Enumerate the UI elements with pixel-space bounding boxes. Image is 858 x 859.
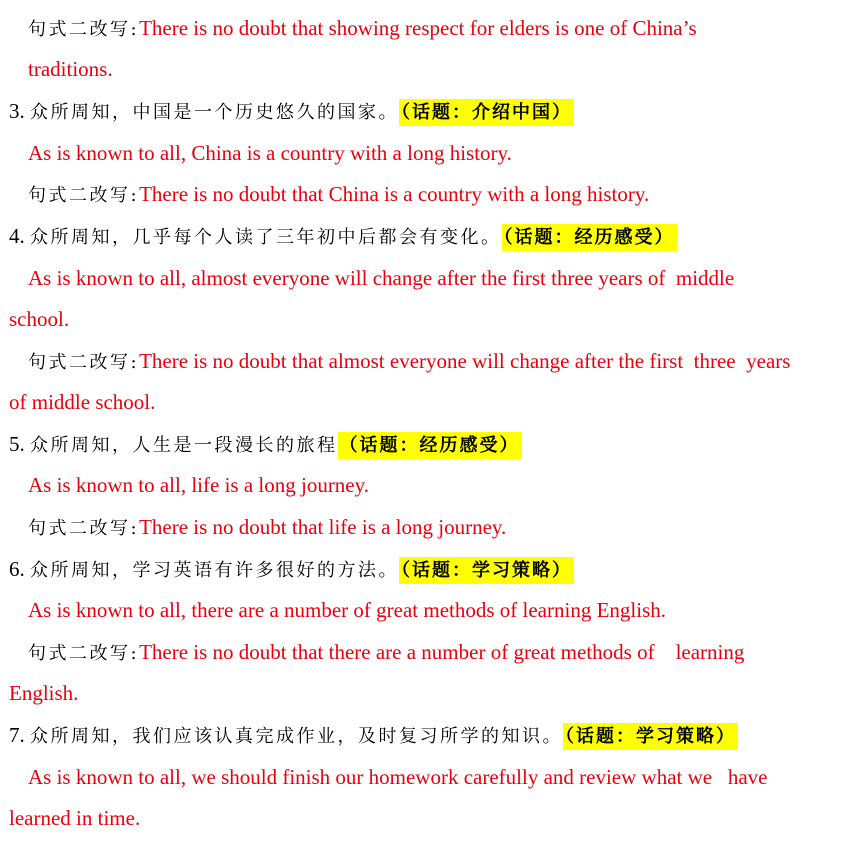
rewrite-label: 句式二改写: <box>28 185 140 206</box>
answer-text: As is known to all, there are a number of great methods of learning English. <box>28 598 666 622</box>
item-number: 3. <box>9 99 25 123</box>
answer-line <box>28 136 512 170</box>
chinese-sentence: 众所周知，中国是一个历史悠久的国家。 <box>30 102 399 123</box>
rewrite-line <box>28 177 649 211</box>
topic-tag: （话题：介绍中国） <box>399 99 574 126</box>
chinese-sentence: 众所周知，学习英语有许多很好的方法。 <box>30 560 399 581</box>
item-4-prompt <box>9 219 677 253</box>
rewrite-line <box>28 635 744 669</box>
continuation-text: of middle school. <box>9 390 156 414</box>
answer-text: As is known to all, China is a country with a long history. <box>28 141 512 165</box>
rewrite-label: 句式二改写: <box>28 643 140 664</box>
topic-tag: （话题：学习策略） <box>399 557 574 584</box>
rewrite-line <box>28 510 506 544</box>
item-7-prompt <box>9 718 738 752</box>
chinese-sentence: 众所周知，几乎每个人读了三年初中后都会有变化。 <box>30 227 502 248</box>
chinese-sentence: 众所周知，我们应该认真完成作业，及时复习所学的知识。 <box>30 726 563 747</box>
answer-line <box>28 261 734 295</box>
continuation-line <box>9 801 140 835</box>
item-number: 6. <box>9 557 25 581</box>
answer-text: As is known to all, almost everyone will change after the first three years of middle <box>28 266 735 290</box>
rewrite-label: 句式二改写: <box>28 19 140 40</box>
answer-line <box>28 760 768 794</box>
continuation-text: English. <box>9 681 79 705</box>
topic-tag: （话题：经历感受） <box>338 432 522 459</box>
item-number: 7. <box>9 723 25 747</box>
answer-line <box>28 593 666 627</box>
topic-tag: （话题：学习策略） <box>563 723 738 750</box>
continuation-text: traditions. <box>28 57 113 81</box>
continuation-text: learned in time. <box>9 806 141 830</box>
rewrite-line <box>28 11 697 45</box>
continuation-line <box>9 302 69 336</box>
rewrite-text: There is no doubt that showing respect for elders is one of China’s <box>139 16 697 40</box>
rewrite-text: There is no doubt that there are a number of great methods of learning <box>139 640 745 664</box>
topic-tag: （话题：经历感受） <box>502 224 677 251</box>
item-number: 5. <box>9 432 25 456</box>
rewrite-line <box>28 344 790 378</box>
answer-line <box>28 468 369 502</box>
item-3-prompt <box>9 94 574 128</box>
item-5-prompt <box>9 427 522 461</box>
rewrite-text: There is no doubt that China is a country with a long history. <box>139 182 650 206</box>
rewrite-text: There is no doubt that life is a long journey. <box>139 515 507 539</box>
item-6-prompt <box>9 552 574 586</box>
rewrite-label: 句式二改写: <box>28 352 140 373</box>
answer-text: As is known to all, life is a long journey. <box>28 473 370 497</box>
rewrite-text: There is no doubt that almost everyone will change after the first three years <box>139 349 791 373</box>
rewrite-label: 句式二改写: <box>28 518 140 539</box>
chinese-sentence: 众所周知，人生是一段漫长的旅程 <box>30 435 338 456</box>
item-number: 4. <box>9 224 25 248</box>
continuation-line <box>9 676 78 710</box>
continuation-text: school. <box>9 307 70 331</box>
answer-text: As is known to all, we should finish our homework carefully and review what we have <box>28 765 768 789</box>
continuation-line <box>28 52 113 86</box>
continuation-line <box>9 385 155 419</box>
